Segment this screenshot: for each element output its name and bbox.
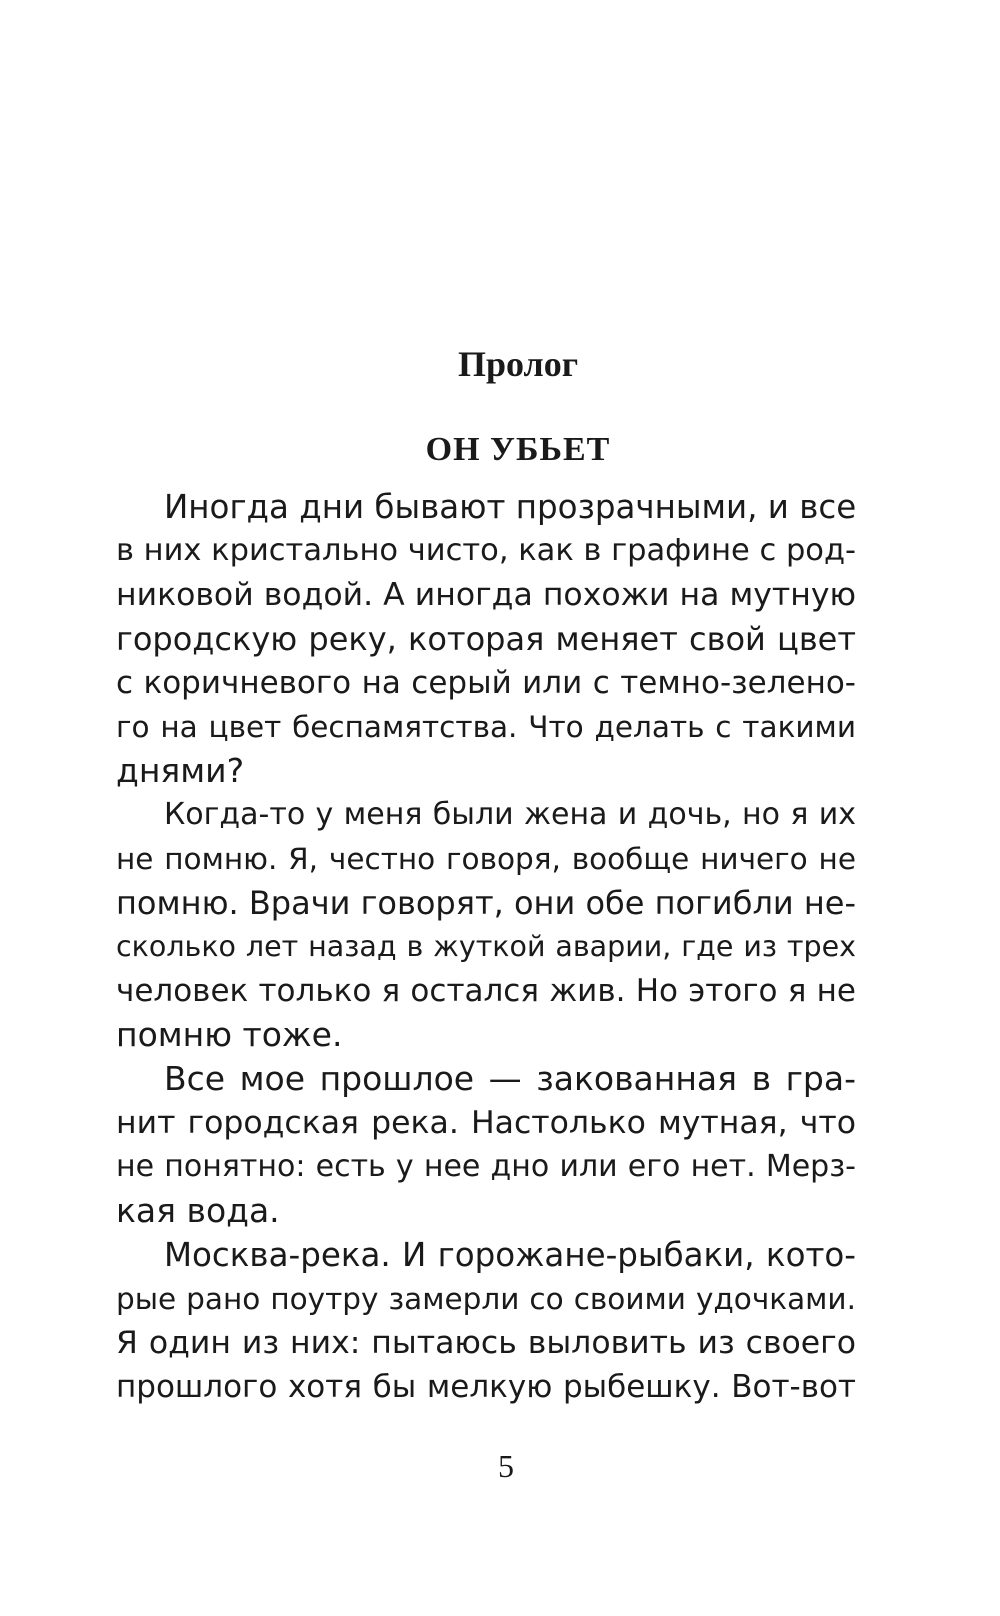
- text-line: городскую реку, которая меняет свой цвет: [116, 620, 856, 658]
- chapter-title: ОН УБЬЕТ: [425, 431, 611, 468]
- body-text: [116, 485, 856, 1409]
- chapter-label: Пролог: [457, 344, 579, 384]
- text-line: помню тоже.: [116, 1015, 343, 1054]
- text-line: нит городская река. Настолько мутная, что: [116, 1105, 856, 1141]
- text-line: помню. Врачи говорят, они обе погибли не-: [116, 884, 857, 922]
- paragraph: [116, 485, 856, 793]
- text-line: прошлого хотя бы мелкую рыбешку. Вот-вот: [116, 1369, 856, 1405]
- text-line: Москва-река. И горожане-рыбаки, кото-: [164, 1236, 856, 1274]
- paragraph: [116, 1233, 856, 1409]
- paragraph: [116, 1057, 856, 1233]
- text-line: в них кристально чисто, как в графине с род-: [116, 533, 857, 568]
- text-line: рые рано поутру замерли со своими удочками.: [116, 1282, 856, 1316]
- text-line: Иногда дни бывают прозрачными, и все: [164, 488, 857, 526]
- text-line: кая вода.: [116, 1191, 280, 1230]
- text-line: не помню. Я, честно говоря, вообще ничего не: [116, 842, 856, 876]
- page-number: 5: [498, 1448, 514, 1484]
- text-line: Когда-то у меня были жена и дочь, но я их: [164, 797, 856, 832]
- text-line: Все мое прошлое — закованная в гра-: [164, 1059, 856, 1098]
- text-line: го на цвет беспамятства. Что делать с такими: [116, 710, 856, 744]
- text-line: сколько лет назад в жуткой аварии, где из трех: [116, 930, 856, 963]
- text-line: не понятно: есть у нее дно или его нет. Мерз-: [116, 1149, 856, 1184]
- text-line: человек только я остался жив. Но этого я не: [116, 973, 856, 1009]
- text-line: никовой водой. А иногда похожи на мутную: [116, 577, 856, 613]
- text-line: с коричневого на серый или с темно-зелено-: [116, 665, 856, 701]
- text-line: днями?: [116, 751, 245, 790]
- paragraph: [116, 793, 856, 1057]
- text-line: Я один из них: пытаюсь выловить из своего: [116, 1325, 856, 1361]
